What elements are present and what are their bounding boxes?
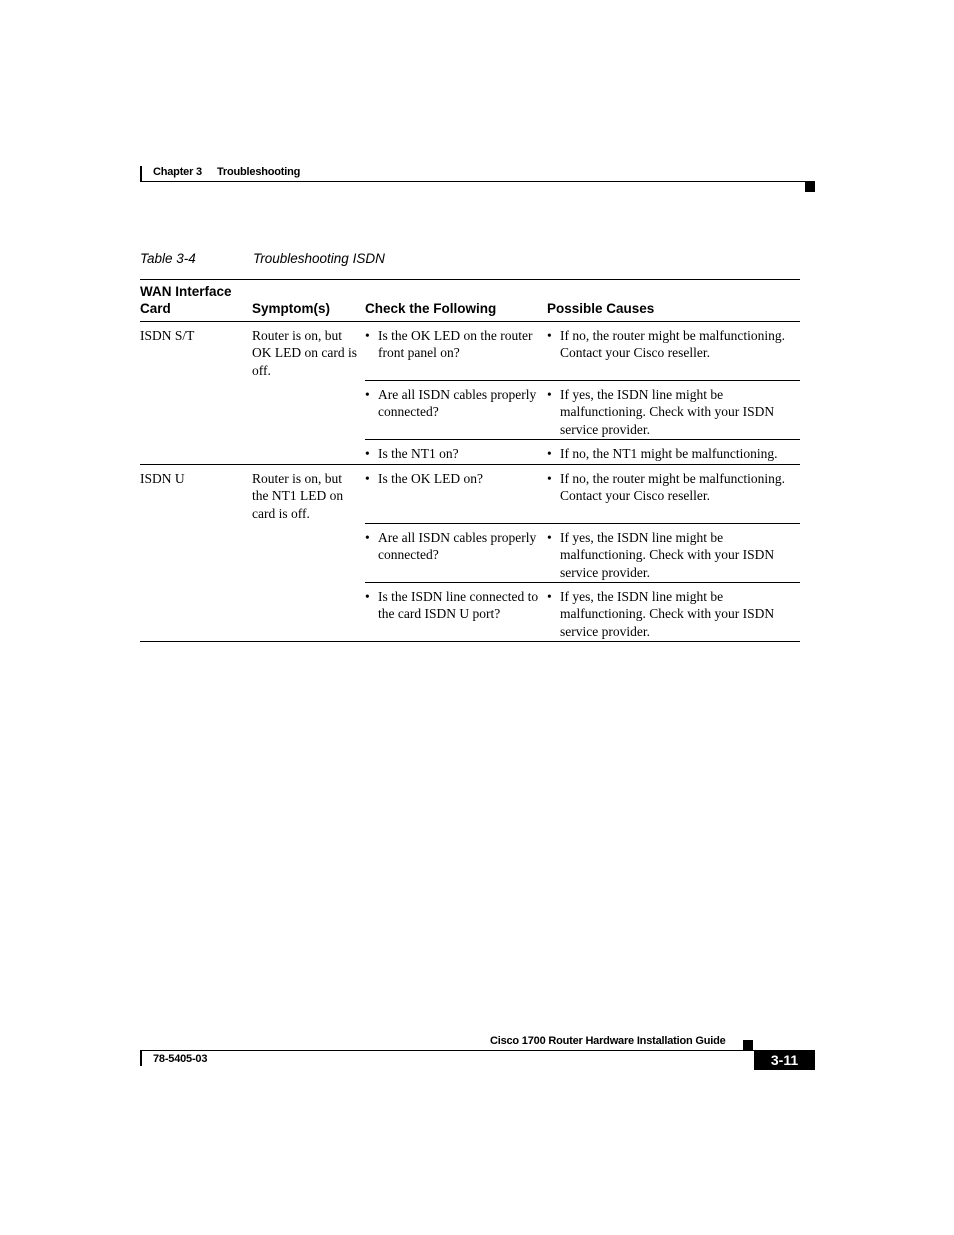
table-group-isdn-st bbox=[140, 322, 800, 464]
header-title: Troubleshooting bbox=[217, 166, 301, 178]
check-text: Is the OK LED on? bbox=[378, 471, 483, 486]
table-group-isdn-u bbox=[140, 464, 800, 641]
table-number: Table 3-4 bbox=[140, 251, 196, 266]
cause-cell bbox=[547, 470, 805, 505]
column-header-wan: WAN Interface Card bbox=[140, 284, 232, 316]
bullet-icon: • bbox=[365, 530, 370, 545]
check-cell bbox=[365, 529, 550, 564]
page-number: 3-11 bbox=[754, 1050, 815, 1070]
header-rule bbox=[140, 181, 815, 182]
check-text: Is the OK LED on the router front panel on? bbox=[378, 328, 533, 361]
check-cell bbox=[365, 445, 550, 462]
check-text: Are all ISDN cables properly connected? bbox=[378, 387, 537, 420]
column-header-symptom: Symptom(s) bbox=[252, 301, 331, 316]
cause-text: If no, the NT1 might be malfunctioning. bbox=[560, 446, 778, 461]
footer-rule bbox=[140, 1050, 815, 1051]
table-header-row bbox=[140, 280, 800, 322]
cause-cell bbox=[547, 327, 805, 362]
bullet-icon: • bbox=[365, 471, 370, 486]
table-row bbox=[365, 380, 800, 439]
bullet-icon: • bbox=[547, 530, 552, 545]
cause-cell bbox=[547, 445, 810, 462]
check-cell bbox=[365, 386, 550, 421]
check-cell bbox=[365, 470, 550, 487]
cause-text: If yes, the ISDN line might be malfunctioning. Check with your ISDN service provider. bbox=[560, 589, 775, 639]
bullet-icon: • bbox=[365, 446, 370, 461]
cause-cell bbox=[547, 529, 805, 581]
footer-bar bbox=[140, 1051, 142, 1066]
symptom-cell: Router is on, but the NT1 LED on card is off. bbox=[252, 471, 344, 521]
wan-card-cell: ISDN S/T bbox=[140, 328, 195, 343]
table-row bbox=[365, 523, 800, 582]
table-row bbox=[365, 582, 800, 641]
cause-text: If no, the router might be malfunctioning. Contact your Cisco reseller. bbox=[560, 328, 785, 361]
bullet-icon: • bbox=[547, 446, 552, 461]
footer-guide-title: Cisco 1700 Router Hardware Installation Guide bbox=[490, 1035, 726, 1047]
check-cell bbox=[365, 327, 550, 362]
bullet-icon: • bbox=[547, 471, 552, 486]
check-text: Is the NT1 on? bbox=[378, 446, 459, 461]
check-text: Are all ISDN cables properly connected? bbox=[378, 530, 537, 563]
cause-text: If yes, the ISDN line might be malfunctioning. Check with your ISDN service provider. bbox=[560, 387, 775, 437]
column-header-causes: Possible Causes bbox=[547, 301, 655, 316]
symptom-cell: Router is on, but OK LED on card is off. bbox=[252, 328, 357, 378]
table-title: Troubleshooting ISDN bbox=[253, 251, 385, 266]
bullet-icon: • bbox=[365, 589, 370, 604]
bullet-icon: • bbox=[547, 328, 552, 343]
table-row bbox=[365, 322, 800, 380]
footer-doc-number: 78-5405-03 bbox=[153, 1053, 208, 1065]
check-cell bbox=[365, 588, 550, 623]
bullet-icon: • bbox=[547, 589, 552, 604]
bullet-icon: • bbox=[365, 328, 370, 343]
header-chapter: Chapter 3 bbox=[153, 166, 202, 178]
bullet-icon: • bbox=[547, 387, 552, 402]
header-bar bbox=[140, 166, 142, 182]
table-row bbox=[365, 465, 800, 523]
table-row bbox=[365, 439, 800, 464]
footer-marker bbox=[743, 1040, 753, 1050]
cause-cell bbox=[547, 386, 805, 438]
column-header-check: Check the Following bbox=[365, 301, 497, 316]
cause-cell bbox=[547, 588, 805, 640]
cause-text: If no, the router might be malfunctioning. Contact your Cisco reseller. bbox=[560, 471, 785, 504]
isdn-troubleshooting-table bbox=[140, 279, 800, 642]
wan-card-cell: ISDN U bbox=[140, 471, 185, 486]
check-text: Is the ISDN line connected to the card ISDN U port? bbox=[378, 589, 539, 622]
cause-text: If yes, the ISDN line might be malfunctioning. Check with your ISDN service provider. bbox=[560, 530, 775, 580]
bullet-icon: • bbox=[365, 387, 370, 402]
header-marker bbox=[805, 182, 815, 192]
